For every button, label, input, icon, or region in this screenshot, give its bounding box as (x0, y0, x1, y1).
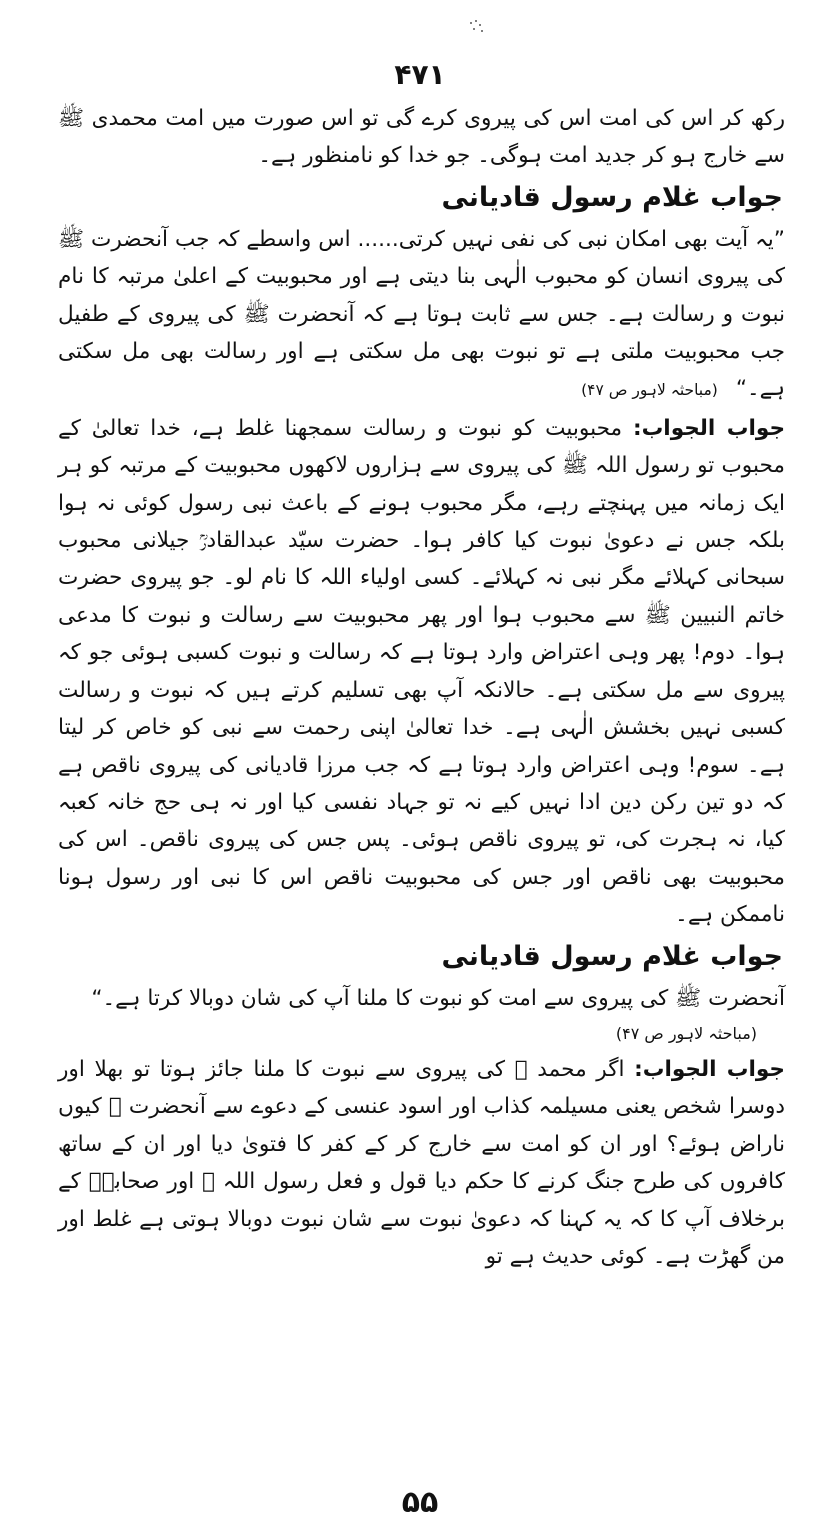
quote-paragraph-1 (58, 221, 785, 410)
page-body (58, 100, 785, 1275)
answer-paragraph-2 (58, 1051, 785, 1275)
page-number-top: ۴۷۱ (394, 58, 446, 91)
answer-paragraph-1 (58, 410, 785, 934)
page-number-bottom: ۵۵ (401, 1485, 439, 1520)
answer-label-2: جواب الجواب: (634, 1056, 785, 1082)
reference-1: (مباحثہ لاہور ص ۴۷) (581, 381, 718, 400)
answer-label-1: جواب الجواب: (632, 415, 786, 441)
section-heading-1: جواب غلام رسول قادیانی (441, 181, 783, 213)
scan-speck (470, 20, 484, 32)
answer-text-2: اگر محمد ﷺ کی پیروی سے نبوت کا ملنا جائز ہوتا تو بھلا اور دوسرا شخص یعنی مسیلمہ کذاب اور اسود عنسی کے دعوے سے آنحضرت ﷺ کیوں ناراض ہوئے؟ اور ان کو امت سے خارج کر کے کفر کا فتویٰ دیا اور ان کے ساتھ کافروں کی طرح جنگ کرنے کا حکم دیا قول و فعل رسول اللہ ﷺ اور صحابہؓ کے برخلاف آپ کا کہ یہ کہنا کہ دعویٰ نبوت سے شان نبوت دوبالا ہوتی ہے غلط اور من گھڑت ہے۔ کوئی حدیث ہے تو (58, 1056, 785, 1269)
section-heading-2: جواب غلام رسول قادیانی (441, 940, 783, 972)
reference-2: (مباحثہ لاہور ص ۴۷) (615, 1023, 757, 1043)
quote-paragraph-2: آنحضرت ﷺ کی پیروی سے امت کو نبوت کا ملنا آپ کی شان دوبالا کرتا ہے۔“ (91, 985, 785, 1011)
answer-text-1: محبوبیت کو نبوت و رسالت سمجھنا غلط ہے، خدا تعالیٰ کے محبوب تو رسول اللہ ﷺ کی پیروی سے ہزاروں لاکھوں محبوبیت کے مرتبہ کو ہر ایک زمانہ میں پہنچتے رہے، مگر محبوب ہونے کے باعث نبی رسول کوئی نہ ہوا بلکہ جس نے دعویٰ نبوت کیا کافر ہوا۔ حضرت سیّد عبدالقادرؒ جیلانی محبوب سبحانی کہلائے مگر نبی نہ کہلائے۔ کسی اولیاء اللہ کا نام لو۔ جو پیروی حضرت خاتم النبیین ﷺ سے محبوب ہوا اور پھر محبوبیت سے رسالت و نبوت کا مدعی ہوا۔ دوم! پھر وہی اعتراض وارد ہوتا ہے کہ رسالت و نبوت کسبی ہوئی جو کہ پیروی سے مل سکتی ہے۔ حالانکہ آپ بھی تسلیم کرتے ہیں کہ نبوت و رسالت کسبی نہیں بخشش الٰہی ہے۔ خدا تعالیٰ اپنی رحمت سے نبی کو خاص کر لیتا ہے۔ سوم! وہی اعتراض وارد ہوتا ہے کہ جب مرزا قادیانی کی پیروی ناقص ہے کہ دو تین رکن دین ادا نہیں کیے نہ تو جہاد نفسی کیا اور نہ ہی حج خانہ کعبہ کیا، نہ ہجرت کی، تو پیروی ناقص ہوئی۔ پس جس کی پیروی ناقص۔ اس کی محبوبیت بھی ناقص اور جس کی محبوبیت ناقص اس کا نبی اور رسول ہونا ناممکن ہے۔ (58, 415, 785, 928)
paragraph-continuation: رکھ کر اس کی امت اس کی پیروی کرے گی تو اس صورت میں امت محمدی ﷺ سے خارج ہو کر جدید امت ہوگی۔ جو خدا کو نامنظور ہے۔ (58, 106, 785, 169)
quote-text-1: ”یہ آیت بھی امکان نبی کی نفی نہیں کرتی...... اس واسطے کہ جب آنحضرت ﷺ کی پیروی انسان کو محبوب الٰہی بنا دیتی ہے اور محبوبیت کے اعلیٰ مرتبہ کا نام نبوت و رسالت ہے۔ جس سے ثابت ہوتا ہے کہ آنحضرت ﷺ کی پیروی کے طفیل جب محبوبیت ملتی ہے تو نبوت بھی مل سکتی ہے اور رسالت بھی مل سکتی ہے۔“ (58, 226, 785, 402)
